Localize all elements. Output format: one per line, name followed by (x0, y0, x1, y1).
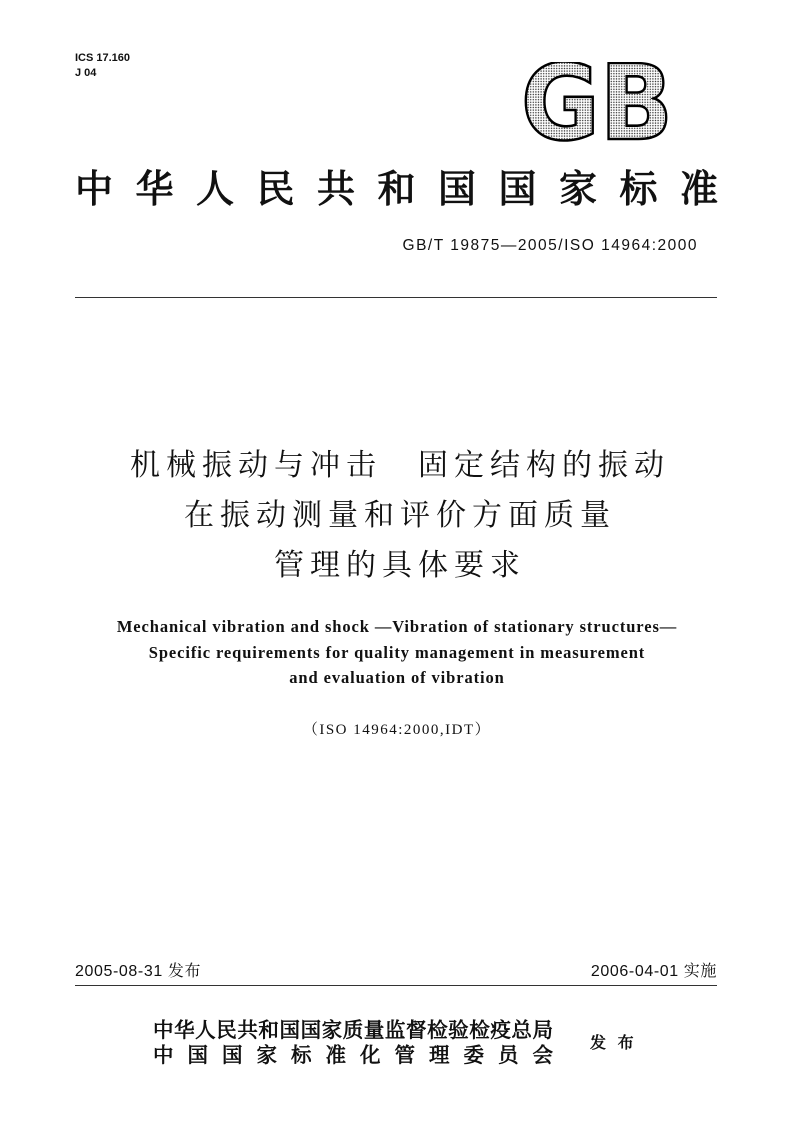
header-divider (75, 297, 717, 298)
chinese-title-line: 机械振动与冲击 固定结构的振动 (130, 448, 670, 483)
implementation-date: 2006-04-01 实施 (590, 963, 717, 980)
chinese-title (0, 441, 794, 591)
issuer-block (153, 1018, 553, 1068)
issuer-name: 中华人民共和国国家质量监督检验检疫总局 (153, 1018, 553, 1042)
issue-action: 发 布 (590, 1033, 637, 1052)
english-title-line: and evaluation of vibration (289, 668, 505, 687)
english-title-line: Mechanical vibration and shock —Vibration of stationary structures— (116, 617, 678, 636)
chinese-title-line: 在振动测量和评价方面质量 (184, 498, 616, 533)
gb-logo (519, 62, 675, 142)
adoption-note: （ISO 14964:2000,IDT） (302, 722, 492, 738)
standard-number: GB/T 19875—2005/ISO 14964:2000 (402, 237, 698, 254)
standard-type-title: 中华人民共和国国家标准 (75, 167, 718, 211)
issuer-name: 中 国 国 家 标 准 化 管 理 委 员 会 (153, 1043, 553, 1067)
footer-divider (75, 985, 717, 986)
english-title-line: Specific requirements for quality management in measurement (148, 642, 646, 662)
issue-date: 2005-08-31 发布 (75, 963, 202, 980)
ics-code: ICS 17.160 (75, 52, 131, 64)
chinese-title-line: 管理的具体要求 (274, 548, 526, 583)
english-title (0, 614, 794, 691)
gb-logo-text: GB (521, 62, 673, 142)
ccs-code: J 04 (75, 67, 97, 79)
